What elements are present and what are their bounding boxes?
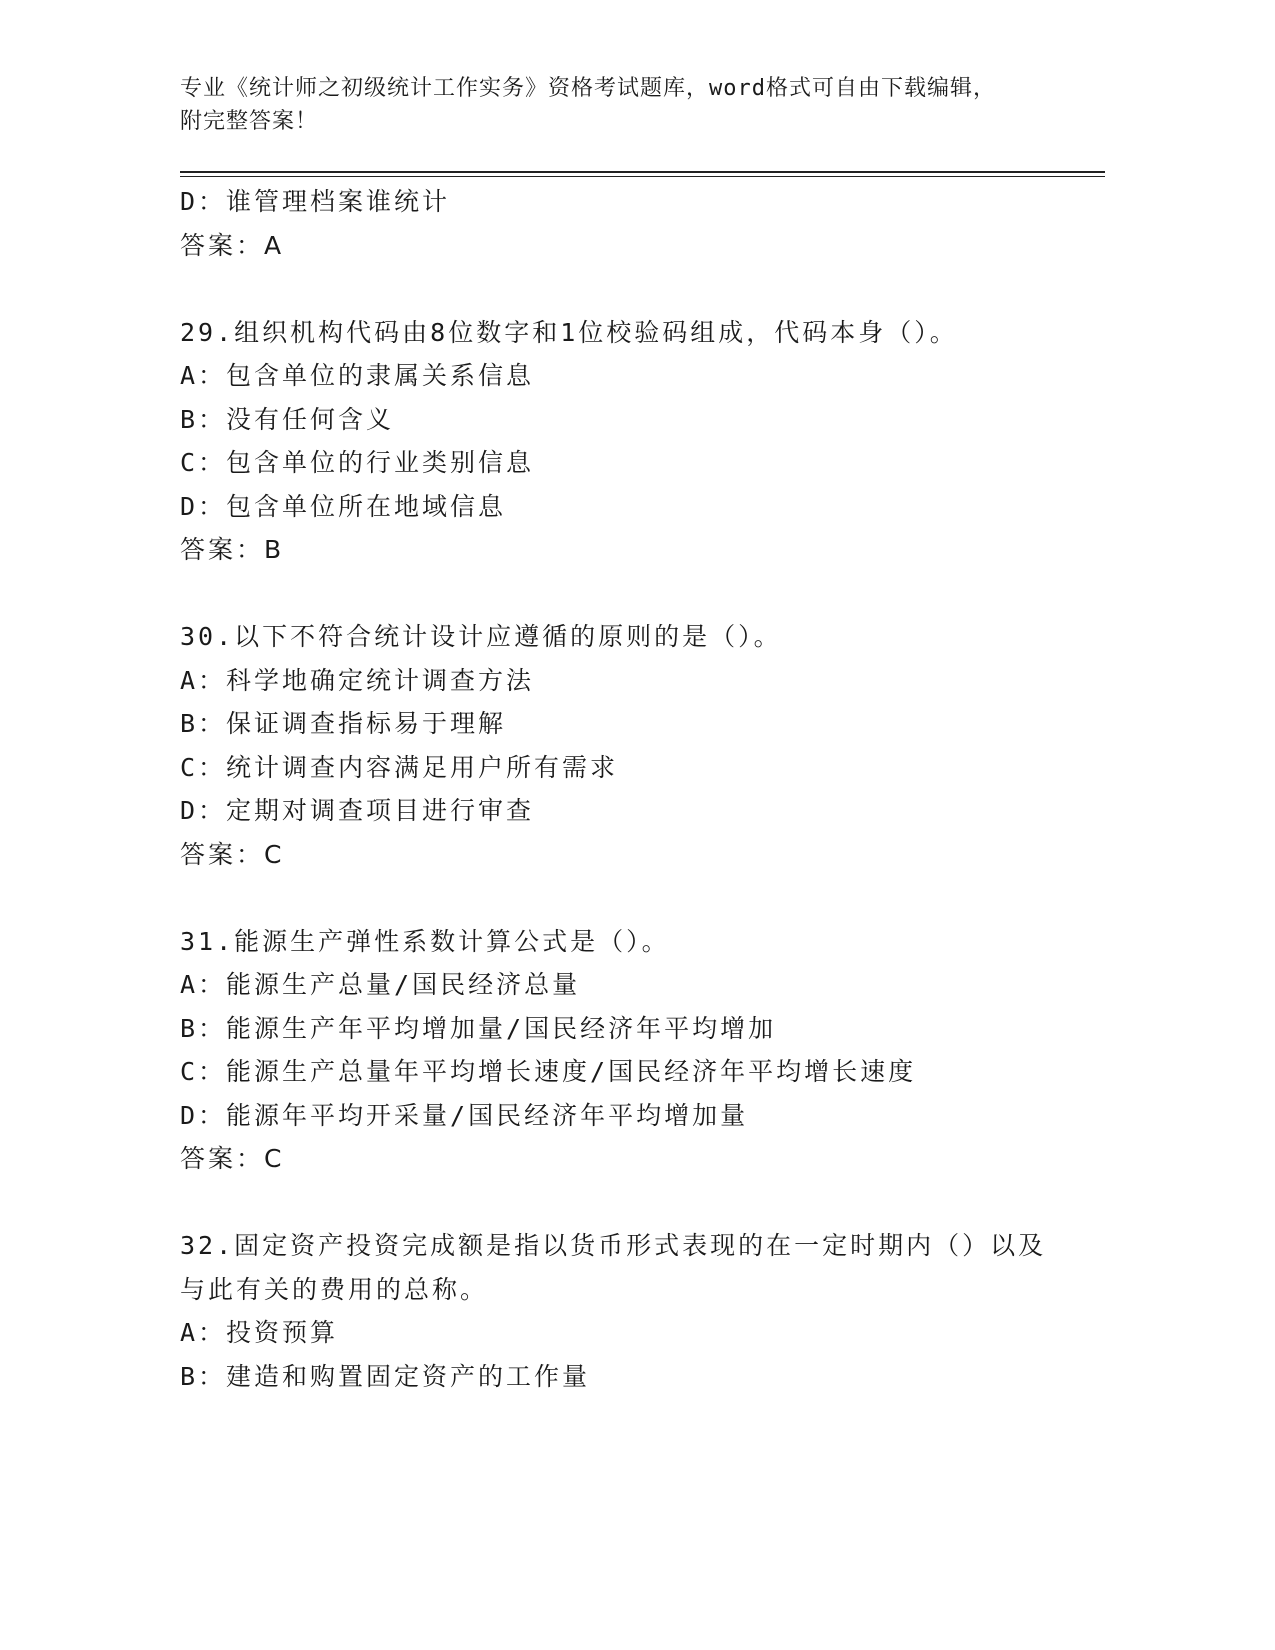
question-list [180, 180, 1080, 1398]
option-b: B：没有任何含义 [180, 404, 395, 434]
question-stem: 29.组织机构代码由8位数字和1位校验码组成，代码本身（）。 [180, 317, 958, 347]
option-c: C：能源生产总量年平均增长速度/国民经济年平均增长速度 [180, 1057, 917, 1086]
question-30 [180, 615, 1080, 876]
document-header [180, 72, 1060, 138]
option-c: C：统计调查内容满足用户所有需求 [180, 752, 619, 782]
question-32 [180, 1224, 1080, 1398]
answer-line: 答案：A [180, 230, 285, 260]
question-31 [180, 920, 1080, 1181]
option-a: A：能源生产总量/国民经济总量 [180, 970, 581, 999]
question-stem: 31.能源生产弹性系数计算公式是（）。 [180, 926, 670, 956]
option-a: A：投资预算 [180, 1318, 339, 1347]
header-divider-thin [180, 176, 1105, 177]
header-line-1: 专业《统计师之初级统计工作实务》资格考试题库，word格式可自由下载编辑， [180, 76, 996, 101]
question-stem-line-2: 与此有关的费用的总称。 [180, 1274, 489, 1304]
spacer [180, 1181, 1080, 1225]
option-b: B：建造和购置固定资产的工作量 [180, 1361, 591, 1391]
option-c: C：包含单位的行业类别信息 [180, 448, 535, 477]
spacer [180, 876, 1080, 920]
option-d: D：包含单位所在地域信息 [180, 491, 507, 521]
option-b: B：保证调查指标易于理解 [180, 709, 507, 738]
answer-line: 答案：C [180, 839, 285, 869]
question-stem: 30.以下不符合统计设计应遵循的原则的是（）。 [180, 622, 782, 651]
question-stem-line-1: 32.固定资产投资完成额是指以货币形式表现的在一定时期内（）以及 [180, 1231, 1047, 1260]
answer-line: 答案：B [180, 535, 285, 564]
header-divider-thick [180, 171, 1105, 173]
answer-line: 答案：C [180, 1144, 285, 1173]
question-29 [180, 311, 1080, 572]
header-line-2: 附完整答案！ [180, 109, 319, 134]
option-d: D：谁管理档案谁统计 [180, 187, 451, 216]
spacer [180, 572, 1080, 616]
option-a: A：包含单位的隶属关系信息 [180, 361, 535, 390]
spacer [180, 267, 1080, 311]
option-d: D：能源年平均开采量/国民经济年平均增加量 [180, 1100, 749, 1130]
option-d: D：定期对调查项目进行审查 [180, 796, 535, 825]
option-b: B：能源生产年平均增加量/国民经济年平均增加 [180, 1013, 777, 1043]
option-a: A：科学地确定统计调查方法 [180, 665, 535, 695]
